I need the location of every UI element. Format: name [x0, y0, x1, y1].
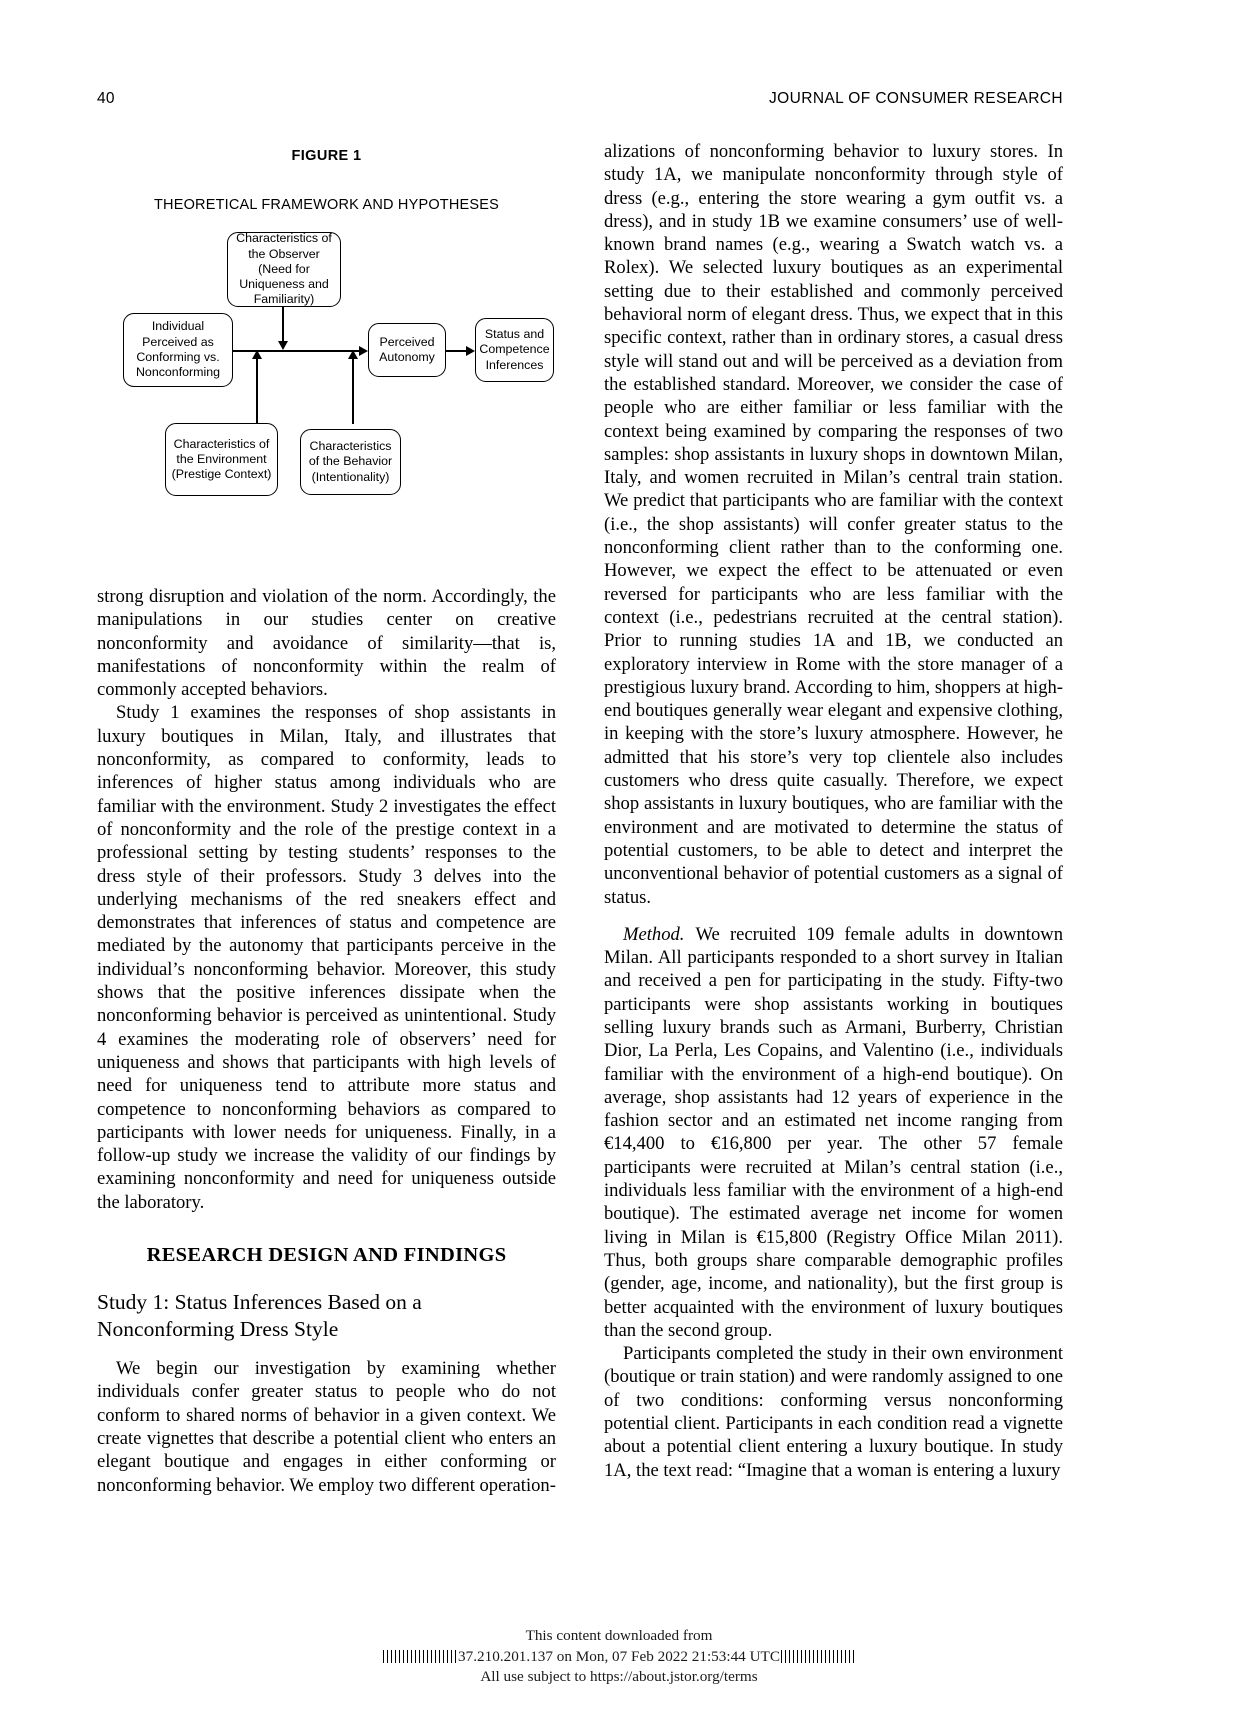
left-paragraph-3: We begin our investigation by examining whether individuals confer greater status to people who do not conform to shared norms of behavior in a given context. We create vignettes that describe a potential client who enters an elegant boutique and engages in either conforming or nonconforming behavior. We employ two different operation-	[97, 1358, 556, 1496]
jstor-footer	[0, 1626, 1238, 1688]
figure-1	[97, 148, 556, 529]
footer-line-1: This content downloaded from	[525, 1627, 713, 1644]
method-text: We recruited 109 female adults in downtown Milan. All participants responded to a short survey in Italian and received a pen for participating in the study. Fifty-two participants were shop assistants working in boutiques selling luxury brands such as Armani, Burberry, Christian Dior, La Perla, Les Copains, and Valentino (i.e., individuals familiar with the environment of a high-end boutique). On average, shop assistants had 12 years of experience in the fashion sector and an estimated net income ranging from €14,400 to €16,800 per year. The other 57 female participants were recruited at Milan’s central station (i.e., individuals less familiar with the environment of a high-end boutique). The estimated average net income for women living in Milan is €15,800 (Registry Office Milan 2011). Thus, both groups share comparable demographic profiles (gender, age, income, and nationality), but the first group is better acquainted with the environment of luxury boutiques than the second group.	[604, 923, 1063, 1341]
node-autonomy-label: Perceived Autonomy	[379, 334, 435, 364]
node-autonomy	[368, 323, 446, 377]
edge-observer-down	[282, 307, 284, 342]
node-environment-label: Characteristics of the Environment (Prestige Context)	[171, 436, 272, 482]
section-heading: RESEARCH DESIGN AND FINDINGS	[146, 1244, 507, 1267]
arrowhead-to-autonomy	[359, 346, 368, 356]
redaction-bar-left	[383, 1650, 457, 1663]
right-method-paragraph	[604, 923, 1063, 1342]
figure-caption: THEORETICAL FRAMEWORK AND HYPOTHESES	[153, 197, 500, 213]
footer-line-2	[0, 1647, 1238, 1668]
node-environment	[165, 423, 278, 496]
left-paragraph-2: Study 1 examines the responses of shop assistants in luxury boutiques in Milan, Italy, and illustrates that nonconformity, as compared to conformity, leads to inferences of higher status among individuals who are familiar with the environment. Study 2 investigates the effect of nonconformity and the role of the prestige context in a professional setting by testing students’ responses to the dress style of their professors. Study 3 delves into the underlying mechanisms of the red sneakers effect and demonstrates that inferences of status and competence are mediated by the autonomy that participants perceive in the individual’s nonconforming behavior. Moreover, this study shows that the positive inferences dissipate when the nonconforming behavior is perceived as unintentional. Study 4 examines the moderating role of observers’ need for uniqueness and shows that participants with high levels of need for uniqueness tend to attribute more status and competence to nonconforming behaviors as compared to participants with lower needs for uniqueness. Finally, in a follow-up study we increase the validity of our findings by examining nonconformity and need for uniqueness outside the laboratory.	[97, 702, 556, 1213]
arrowhead-behavior-up	[348, 350, 358, 359]
figure-diagram	[97, 229, 556, 529]
figure-number: FIGURE 1	[291, 148, 362, 164]
body-columns	[97, 140, 1063, 1560]
redaction-bar-right	[781, 1650, 855, 1663]
left-paragraph-1: strong disruption and violation of the norm. Accordingly, the manipulations in our studies center on creative nonconformity and avoidance of similarity—that is, manifestations of nonconformity within the realm of commonly accepted behaviors.	[97, 586, 556, 701]
running-head	[97, 90, 1063, 108]
subsection-heading: Study 1: Status Inferences Based on a Nonconforming Dress Style	[97, 1290, 422, 1342]
footer-ip-timestamp: 37.210.201.137 on Mon, 07 Feb 2022 21:53:44 UTC	[458, 1647, 780, 1665]
node-status-label: Status and Competence Inferences	[479, 327, 550, 372]
node-observer	[227, 232, 341, 307]
edge-behavior-up	[352, 358, 354, 424]
node-status	[475, 318, 554, 382]
page-number: 40	[97, 90, 115, 107]
right-column	[604, 140, 1063, 1482]
node-observer-label: Characteristics of the Observer (Need for Uniqueness and Familiarity)	[236, 231, 332, 307]
node-individual	[123, 313, 233, 387]
arrowhead-to-status	[466, 346, 475, 356]
node-behavior-label: Characteristics of the Behavior (Intentionality)	[308, 439, 393, 484]
edge-environment-up	[256, 358, 258, 424]
arrowhead-environment-up	[252, 350, 262, 359]
footer-line-3: All use subject to https://about.jstor.org/terms	[480, 1668, 758, 1685]
left-column	[97, 140, 556, 1497]
node-behavior	[300, 429, 401, 495]
arrowhead-observer-down	[278, 341, 288, 350]
method-label: Method.	[623, 923, 685, 945]
node-individual-label: Individual Perceived as Conforming vs. Nonconforming	[135, 319, 221, 380]
journal-title: JOURNAL OF CONSUMER RESEARCH	[769, 90, 1063, 107]
right-final-paragraph: Participants completed the study in their own environment (boutique or train station) and were randomly assigned to one of two conditions: conforming versus nonconforming potential client. Participants in each condition read a vignette about a potential client entering a luxury boutique. In study 1A, the text read: “Imagine that a woman is entering a luxury	[604, 1343, 1063, 1481]
right-paragraph-1: alizations of nonconforming behavior to luxury stores. In study 1A, we manipulate nonconformity through style of dress (e.g., entering the store wearing a gym outfit vs. a dress), and in study 1B we examine consumers’ use of well-known brand names (e.g., wearing a Swatch watch vs. a Rolex). We selected luxury boutiques as an experimental setting due to their established and commonly perceived behavioral norm of elegant dress. Thus, we expect that in this specific context, rather than in ordinary stores, a casual dress style will stand out and will be perceived as a deviation from the established standard. Moreover, we consider the case of people who are either familiar or less familiar with the context being examined by comparing the responses of two samples: shop assistants in luxury shops in downtown Milan, Italy, and women recruited in Milan’s central train station. We predict that participants who are familiar with the context (i.e., the shop assistants) will confer greater status to the nonconforming client rather than to the conforming one. However, we expect the effect to be attenuated or even reversed for participants who are less familiar with the context (i.e., pedestrians recruited at the central station). Prior to running studies 1A and 1B, we conducted an exploratory interview in Rome with the store manager of a prestigious luxury brand. According to him, shoppers at high-end boutiques generally wear elegant and expensive clothing, in keeping with the store’s luxury atmosphere. However, he admitted that his store’s very top clientele also includes customers who dress quite casually. Therefore, we expect shop assistants in luxury boutiques, who are familiar with the environment and are motivated to determine the status of potential customers, to be able to detect and interpret the unconventional behavior of potential customers as a signal of status.	[604, 141, 1063, 908]
